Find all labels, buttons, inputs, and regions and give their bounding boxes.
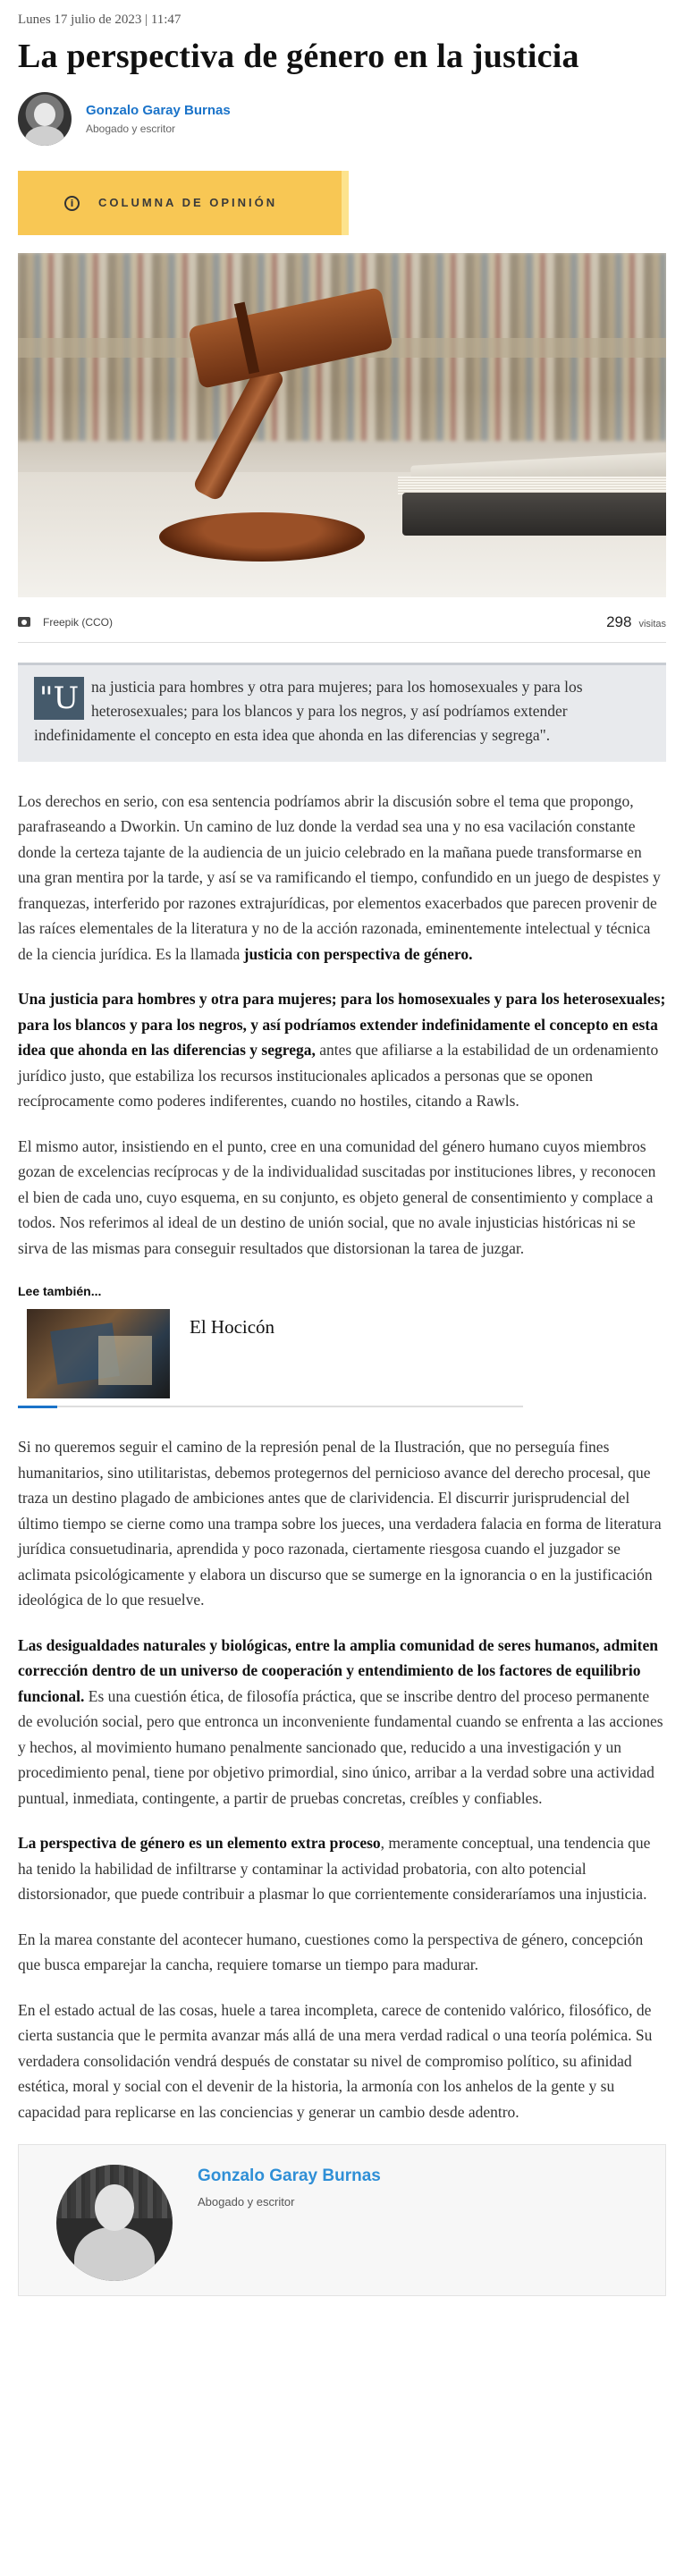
byline bbox=[18, 92, 666, 146]
paragraph-4: Si no queremos seguir el camino de la represión penal de la Ilustración, que no perseguía fines humanitarios, sino utilitaristas, debemos protegernos del pernicioso avance del derecho procesal, que traza un destino plagado de ambiciones antes que de clarividencia. El discurrir jurisprudencial del último tiempo se cierne como una trampa sobre los jueces, una verdadera falacia en forma de literatura jurídica consuetudinaria, aprendida y poco razonada, ciertamente riesgosa cuando el juzgador se aclimata psicológicamente y elabora un discurso que se sumerge en la ignorancia o en la justificación ideológica de lo que resuelve. bbox=[18, 1438, 662, 1609]
paragraph-1: Los derechos en serio, con esa sentencia podríamos abrir la discusión sobre el tema que propongo, parafraseando a Dworkin. Un camino de luz donde la verdad sea una y no esa vacilación constante donde la certeza tajante de la audiencia de un juicio celebrado en la mañana puede transformarse en una gran mentira por la tarde, y así se va ramificando el tiempo, confundido en un juego de despistes y franquezas, interferido por razones extrajurídicas, por elementos exacerbados que parecen provenir de las raíces elementales de la literatura y no de la acción razonada, eminentemente intelectual y técnica de la ciencia jurídica. Es la llamada justicia con perspectiva de género. bbox=[18, 791, 661, 963]
paragraph-5: Las desigualdades naturales y biológicas, entre la amplia comunidad de seres humanos, admiten corrección dentro de un universo de cooperación y entendimiento de los factores de equilibrio funcional. Es una cuestión ética, de filosofía práctica, que se inscribe dentro del proceso permanente de evolución social, pero que entronca un inconveniente fundamental cuando se enfrenta a las acciones y hechos, al movimiento humano penalmente sancionado que, reducido a una investigación y un procedimiento penal, tiene por objetivo primordial, sino único, arribar a la verdad sobre una actividad puntual, inmediata, contingente, a partir de pruebas concretas, creíbles y confiables. bbox=[18, 1635, 663, 1807]
paragraph-2: Una justicia para hombres y otra para mujeres; para los homosexuales y para los heterosexuales; para los blancos y para los negros, y así podríamos extender indefinidamente el concepto en esta idea que ahonda en las diferencias y segrega, antes que afiliarse a la estabilidad de un ordenamiento jurídico justo, que estabiliza los recursos institucionales aplicados a personas que se oponen recíprocamente como poderes indiferentes, cuando no hostiles, citando a Rawls. bbox=[18, 990, 666, 1111]
read-also-thumbnail[interactable] bbox=[27, 1309, 170, 1398]
paragraph-2-bold: Una justicia para hombres y otra para mujeres; para los homosexuales y para los heterosexuales; para los blancos y para los negros, y así podríamos extender indefinidamente el concepto en esta idea que ahonda en las diferencias y segrega, bbox=[18, 990, 666, 1060]
paragraph-5-bold: Las desigualdades naturales y biológicas, entre la amplia comunidad de seres humanos, admiten corrección dentro de un universo de cooperación y entendimiento de los factores de equilibrio funcional. bbox=[18, 1635, 658, 1705]
photo-credit bbox=[18, 616, 113, 629]
paragraph-1-bold: justicia con perspectiva de género. bbox=[243, 944, 473, 963]
author-box bbox=[18, 2144, 666, 2296]
paragraph-6: La perspectiva de género es un elemento extra proceso, meramente conceptual, una tendencia que ha tenido la habilidad de infiltrarse y contaminar la actividad probatoria, con alto potencial distorsionador, que puede contribuir a plasmar lo que corrientemente consideraríamos una injusticia. bbox=[18, 1834, 651, 1904]
article-body bbox=[18, 789, 666, 1262]
photo-meta bbox=[18, 613, 666, 631]
dateline: Lunes 17 julio de 2023 | 11:47 bbox=[18, 13, 182, 27]
opinion-label: COLUMNA DE OPINIÓN bbox=[98, 196, 278, 210]
read-also-card[interactable] bbox=[18, 1309, 523, 1398]
pull-quote-text: na justicia para hombres y otra para mujeres; para los homosexuales y para los heterosexuales; para los blancos y para los negros, y así podríamos extender indefinidamente el concepto en esta idea que ahonda en las diferencias y segrega". bbox=[34, 677, 583, 744]
opinion-column-banner bbox=[18, 171, 342, 235]
info-icon: i bbox=[64, 196, 80, 211]
photo-credit-text: Freepik (CCO) bbox=[43, 615, 114, 629]
author-box-role: Abogado y escritor bbox=[198, 2195, 295, 2209]
dropcap: "U bbox=[34, 677, 84, 720]
camera-icon bbox=[18, 617, 30, 627]
paragraph-8: En el estado actual de las cosas, huele a tarea incompleta, carece de contenido valórico, filosófico, de cierta sustancia que le permita avanzar más allá de una mera verdad radical o una teoría polémica. Su verdadera consolidación vendrá después de constatar su nivel de compromiso político, su afinidad estética, moral y social con el devenir de la historia, la armonía con los anhelos de la gente y su capacidad para replicarse en las conciencias y generar un cambio desde adentro. bbox=[18, 2000, 653, 2121]
article-body-continued bbox=[18, 1434, 666, 2124]
author-role: Abogado y escritor bbox=[86, 122, 176, 135]
read-also-label: Lee también... bbox=[18, 1284, 102, 1299]
pull-quote bbox=[18, 663, 666, 762]
read-also-title[interactable]: El Hocicón bbox=[190, 1316, 275, 1339]
visits-count: 298 bbox=[606, 612, 632, 630]
paragraph-6-bold: La perspectiva de género es un elemento extra proceso bbox=[18, 1834, 381, 1853]
paragraph-3: El mismo autor, insistiendo en el punto, cree en una comunidad del género humano cuyos miembros gozan de excelencias recíprocas y de la individualidad suscitadas por instituciones libres, y reconocen el bien de cada uno, cuyo esquema, en su conjunto, es objeto general de consentimiento y complace a todos. Nos referimos al ideal de un destino de unión social, que no avale injusticias históricas ni se sirva de las mismas para conseguir resultados que distorsionan la tarea de juzgar. bbox=[18, 1136, 656, 1257]
divider bbox=[18, 642, 666, 643]
visit-counter bbox=[606, 613, 666, 631]
author-name-link[interactable]: Gonzalo Garay Burnas bbox=[86, 102, 231, 118]
hero-image-gavel bbox=[18, 253, 666, 597]
author-box-name[interactable]: Gonzalo Garay Burnas bbox=[198, 2166, 381, 2186]
read-also-module bbox=[18, 1284, 523, 1407]
visits-label: visitas bbox=[638, 618, 666, 629]
paragraph-7: En la marea constante del acontecer humano, cuestiones como la perspectiva de género, concepción que busca emparejar la cancha, requiere tomarse un tiempo para madurar. bbox=[18, 1930, 644, 1974]
author-box-avatar[interactable] bbox=[56, 2165, 173, 2281]
article-title: La perspectiva de género en la justicia bbox=[18, 38, 579, 75]
read-also-underline bbox=[18, 1406, 523, 1407]
author-avatar[interactable] bbox=[18, 92, 72, 146]
